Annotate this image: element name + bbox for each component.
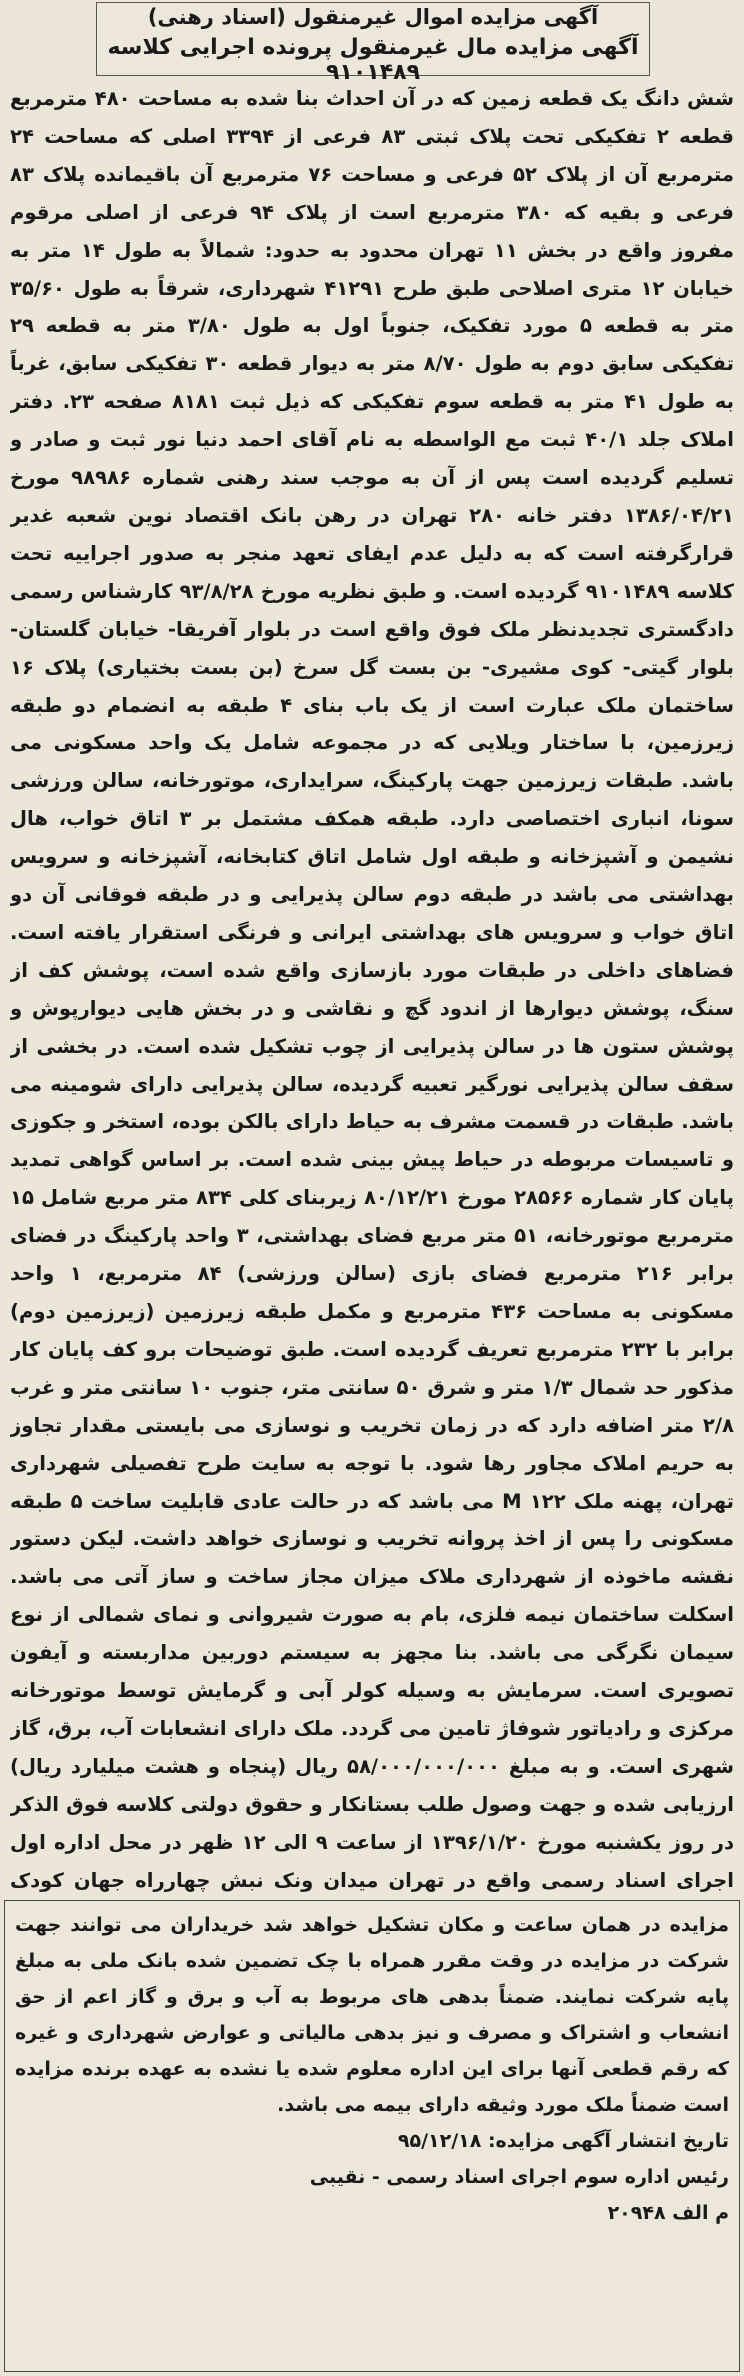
publish-date: تاریخ انتشار آگهی مزایده: ۹۵/۱۲/۱۸ [397,2130,729,2152]
notice-header-box [96,2,650,85]
notice-subtitle: آگهی مزایده مال غیرمنقول پرونده اجرایی کلاسه ۹۱۰۱۴۸۹ [107,35,639,85]
footer-paragraph: مزایده در همان ساعت و مکان تشکیل خواهد شد خریداران می توانند جهت شرکت در مزایده در وقت مقرر همراه با چک تضمین شده بانک ملی به مبلغ پایه شرکت نمایند. ضمناً بدهی های مربوط به آب و برق و گاز اعم از حق انشعاب و اشتراک و مصرف و نیز بدهی مالیاتی و عوارض شهرداری و غیره که رقم قطعی آنها برای این اداره معلوم شده یا نشده به عهده برنده مزایده است ضمناً ملک مورد وثیقه دارای بیمه می باشد. [15,1914,729,2116]
notice-code: م الف ۲۰۹۴۸ [607,2202,729,2224]
signer-line: رئیس اداره سوم اجرای اسناد رسمی - نقیبی [309,2166,729,2188]
notice-title: آگهی مزایده اموال غیرمنقول (اسناد رهنی) [147,5,599,29]
notice-body-text: شش دانگ یک قطعه زمین که در آن احداث بنا شده به مساحت ۴۸۰ مترمربع قطعه ۲ تفکیکی تحت پلاک ثبتی ۸۳ فرعی از ۳۳۹۴ اصلی که مساحت ۲۴ مترمربع آن از پلاک ۵۲ فرعی و مساحت ۷۶ مترمربع آن باقیمانده پلاک ۸۳ فرعی و بقیه که ۳۸۰ مترمربع است از پلاک ۹۴ فرعی از اصلی مرقوم مفروز واقع در بخش ۱۱ تهران محدود به حدود: شمالاً به طول ۱۴ متر به خیابان ۱۲ متری اصلاحی طبق طرح ۴۱۲۹۱ شهرداری، شرقاً به طول ۳۵/۶۰ متر به قطعه ۵ مورد تفکیک، جنوباً اول به طول ۳/۸۰ متر به قطعه ۲۹ تفکیکی سابق دوم به طول ۸/۷۰ متر به دیوار قطعه ۳۰ تفکیکی سابق، غرباً به طول ۴۱ متر به قطعه سوم تفکیکی که ذیل ثبت ۸۱۸۱ صفحه ۲۳. دفتر املاک جلد ۴۰/۱ ثبت مع الواسطه به نام آقای احمد دنیا نور ثبت و صادر و تسلیم گردیده است پس از آن به موجب سند رهنی شماره ۹۸۹۸۶ مورخ ۱۳۸۶/۰۴/۲۱ دفتر خانه ۲۸۰ تهران در رهن بانک اقتصاد نوین شعبه غدیر قرارگرفته است که به دلیل عدم ایفای تعهد منجر به صدور اجراییه تحت کلاسه ۹۱۰۱۴۸۹ گردیده است. و طبق نظریه مورخ ۹۳/۸/۲۸ کارشناس رسمی دادگستری تجدیدنظر ملک فوق واقع است در بلوار آفریقا- خیابان گلستان- بلوار گیتی- کوی مشیری- بن بست گل سرخ (بن بست بختیاری) پلاک ۱۶ ساختمان ملک عبارت است از یک باب بنای ۴ طبقه به انضمام دو طبقه زیرزمین، با ساختار ویلایی که در مجموعه شامل یک واحد مسکونی می باشد. طبقات زیرزمین جهت پارکینگ، سرایداری، موتورخانه، سالن ورزشی سونا، انباری اختصاصی دارد. طبقه همکف مشتمل بر ۳ اتاق خواب، هال نشیمن و آشپزخانه و طبقه اول شامل اتاق کتابخانه، آشپزخانه و سرویس بهداشتی می باشد در طبقه دوم سالن پذیرایی و در طبقه فوقانی آن دو اتاق خواب و سرویس های بهداشتی ایرانی و فرنگی استقرار یافته است. فضاهای داخلی در طبقات مورد بازسازی واقع شده است، پوشش کف از سنگ، پوشش دیوارها از اندود گچ و نقاشی و در بخش هایی دیوارپوش و پوشش ستون ها در سالن پذیرایی از چوب تشکیل شده است. در بخشی از سقف سالن پذیرایی نورگیر تعبیه گردیده، سالن پذیرایی دارای شومینه می باشد. طبقات در قسمت مشرف به حیاط دارای بالکن بوده، استخر و جکوزی و تاسیسات مربوطه در حیاط پیش بینی شده است. بر اساس گواهی تمدید پایان کار شماره ۲۸۵۶۶ مورخ ۸۰/۱۲/۲۱ زیربنای کلی ۸۳۴ متر مربع شامل ۱۵ مترمربع موتورخانه، ۵۱ متر مربع فضای بهداشتی، ۳ واحد پارکینگ در فضای برابر ۲۱۶ مترمربع فضای بازی (سالن ورزشی) ۸۴ مترمربع، ۱ واحد مسکونی به مساحت ۴۳۶ مترمربع و مکمل طبقه زیرزمین (زیرزمین دوم) برابر با ۲۳۲ مترمربع تعریف گردیده است. طبق توضیحات برو کف پایان کار مذکور حد شمال ۱/۳ متر و شرق ۵۰ سانتی متر، جنوب ۱۰ سانتی متر و غرب ۲/۸ متر اضافه دارد که در زمان تخریب و نوسازی می بایستی مقدار تجاوز به حریم املاک مجاور رها شود. با توجه به سایت طرح تفصیلی شهرداری تهران، پهنه ملک ۱۲۲ M می باشد که در حالت عادی قابلیت ساخت ۵ طبقه مسکونی را پس از اخذ پروانه تخریب و نوسازی خواهد داشت. لیکن دستور نقشه ماخوذه از شهرداری ملاک میزان مجاز ساخت و ساز آتی می باشد. اسکلت ساختمان نیمه فلزی، بام به صورت شیروانی و نمای شمالی از نوع سیمان نگرگی می باشد. بنا مجهز به سیستم دوربین مداربسته و آیفون تصویری است. سرمایش به وسیله کولر آبی و گرمایش توسط موتورخانه مرکزی و رادیاتور شوفاژ تامین می گردد. ملک دارای انشعابات آب، برق، گاز شهری است. و به مبلغ ۵۸/۰۰۰/۰۰۰/۰۰۰ ریال (پنجاه و هشت میلیارد ریال) ارزیابی شده و جهت وصول طلب بستانکار و حقوق دولتی کلاسه فوق الذکر در روز یکشنبه مورخ ۱۳۹۶/۱/۲۰ از ساعت ۹ الی ۱۲ ظهر در محل اداره اول اجرای اسناد رسمی واقع در تهران میدان ونک نبش چهارراه جهان کودک [10,87,734,1892]
notice-footer-box [4,1900,740,2372]
